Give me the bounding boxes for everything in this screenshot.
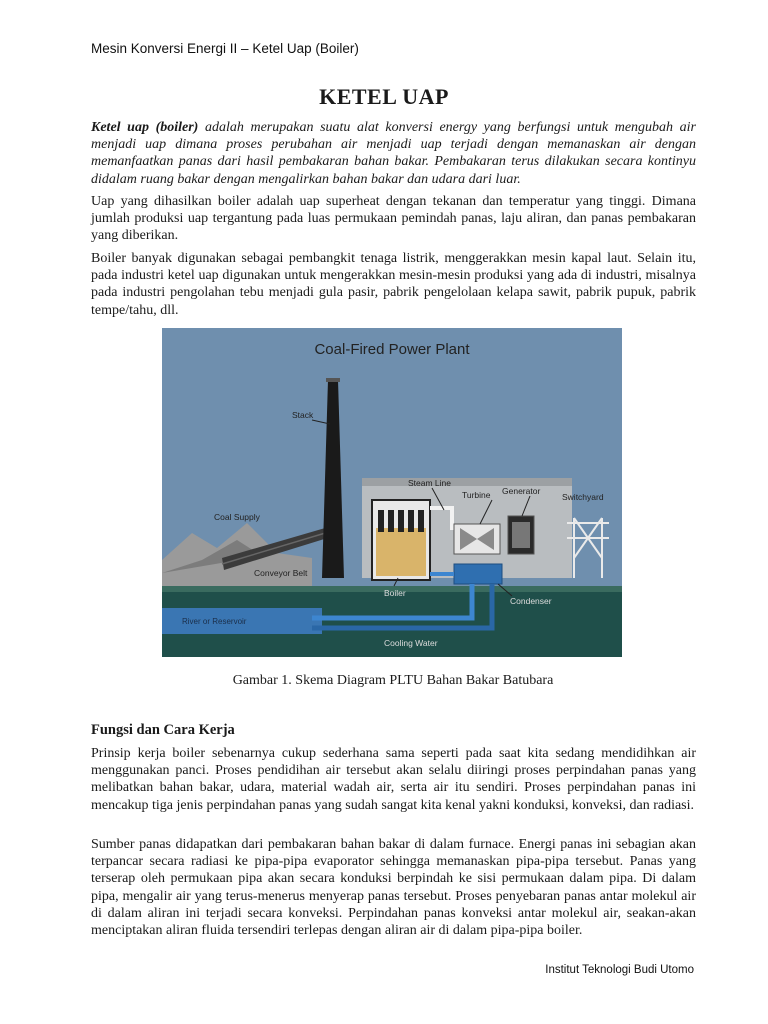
label-generator: Generator	[502, 486, 541, 496]
paragraph-principle: Prinsip kerja boiler sebenarnya cukup sederhana sama seperti pada saat kita sedang mendidihkan air menggunakan panci. Proses pendidihan air tersebut akan selalu diiringi proses perpindahan panas yang melibatkan bahan bakar, udara, material wadah air, serta air itu sendiri. Proses perpindahan panas ini mencakup tiga jenis perpindahan panas yang sudah sangat kita kenal yakni konduksi, konveksi, dan radiasi.	[91, 746, 696, 813]
page-header: Mesin Konversi Energi II – Ketel Uap (Boiler)	[91, 41, 359, 56]
boiler-fire	[376, 528, 426, 576]
label-steam-line: Steam Line	[408, 478, 451, 488]
label-river: River or Reservoir	[182, 617, 247, 626]
label-cooling-water: Cooling Water	[384, 638, 438, 648]
label-condenser: Condenser	[510, 596, 552, 606]
label-switchyard: Switchyard	[562, 492, 604, 502]
paragraph-steam: Uap yang dihasilkan boiler adalah uap superheat dengan tekanan dan temperatur yang tinggi. Dimana jumlah produksi uap tergantung pada luas permukaan pemindah panas, laju aliran, dan panas pembakaran yang diberikan.	[91, 194, 696, 244]
power-plant-diagram	[162, 328, 622, 657]
intro-term: Ketel uap (boiler)	[91, 120, 199, 135]
label-turbine: Turbine	[462, 490, 491, 500]
stack-top	[326, 378, 340, 382]
figure-caption: Gambar 1. Skema Diagram PLTU Bahan Bakar Batubara	[232, 673, 554, 688]
intro-text: adalah merupakan suatu alat konversi energy yang berfungsi untuk mengubah air menjadi uap dimana proses perubahan air menjadi uap terjadi dengan memanaskan air dengan memanfaatkan panas dari hasil pembakaran bahan bakar. Pembakaran terus dilakukan secara kontinyu didalam ruang bakar dengan mengalirkan bahan bakar dan udara dari luar.	[91, 120, 696, 187]
generator-core	[512, 522, 530, 548]
condenser	[454, 564, 502, 584]
paragraph-heat-source: Sumber panas didapatkan dari pembakaran bahan bakar di dalam furnace. Energi panas ini sebagian akan terpancar secara radiasi ke pipa-pipa evaporator sehingga memanaskan pipa-pipa tersebut. Panas yang terserap oleh permukaan pipa akan secara konduksi berpindah ke sisi permukaan dalam pipa. Di dalam pipa, mengalir air yang terus-menerus menyerap panas tersebut. Proses penyebaran panas antar molekul air di dalam aliran ini terjadi secara konveksi. Perpindahan panas konveksi antar molekul air, seakan-akan menciptakan aliran fluida tersendiri terlepas dengan aliran air di dalam pipa-pipa boiler.	[91, 837, 696, 939]
power-plant-figure	[162, 328, 622, 657]
label-coal-supply: Coal Supply	[214, 512, 260, 522]
building-roof	[362, 478, 572, 486]
page-footer: Institut Teknologi Budi Utomo	[545, 964, 694, 976]
page-title: KETEL UAP	[319, 84, 449, 109]
intro-paragraph	[91, 119, 696, 188]
figure-title: Coal-Fired Power Plant	[314, 341, 470, 358]
label-conveyor-belt: Conveyor Belt	[254, 568, 308, 578]
section-title: Fungsi dan Cara Kerja	[91, 722, 235, 738]
label-stack: Stack	[292, 410, 314, 420]
label-boiler: Boiler	[384, 588, 406, 598]
paragraph-uses: Boiler banyak digunakan sebagai pembangkit tenaga listrik, menggerakkan mesin kapal laut. Selain itu, pada industri ketel uap digunakan untuk mengerakkan mesin-mesin produksi yang ada di industri, misalnya pada industri pengolahan tebu menjadi gula pasir, pabrik pengelolaan kelapa sawit, pabrik pupuk, pabrik tempe/tahu, dll.	[91, 251, 696, 318]
